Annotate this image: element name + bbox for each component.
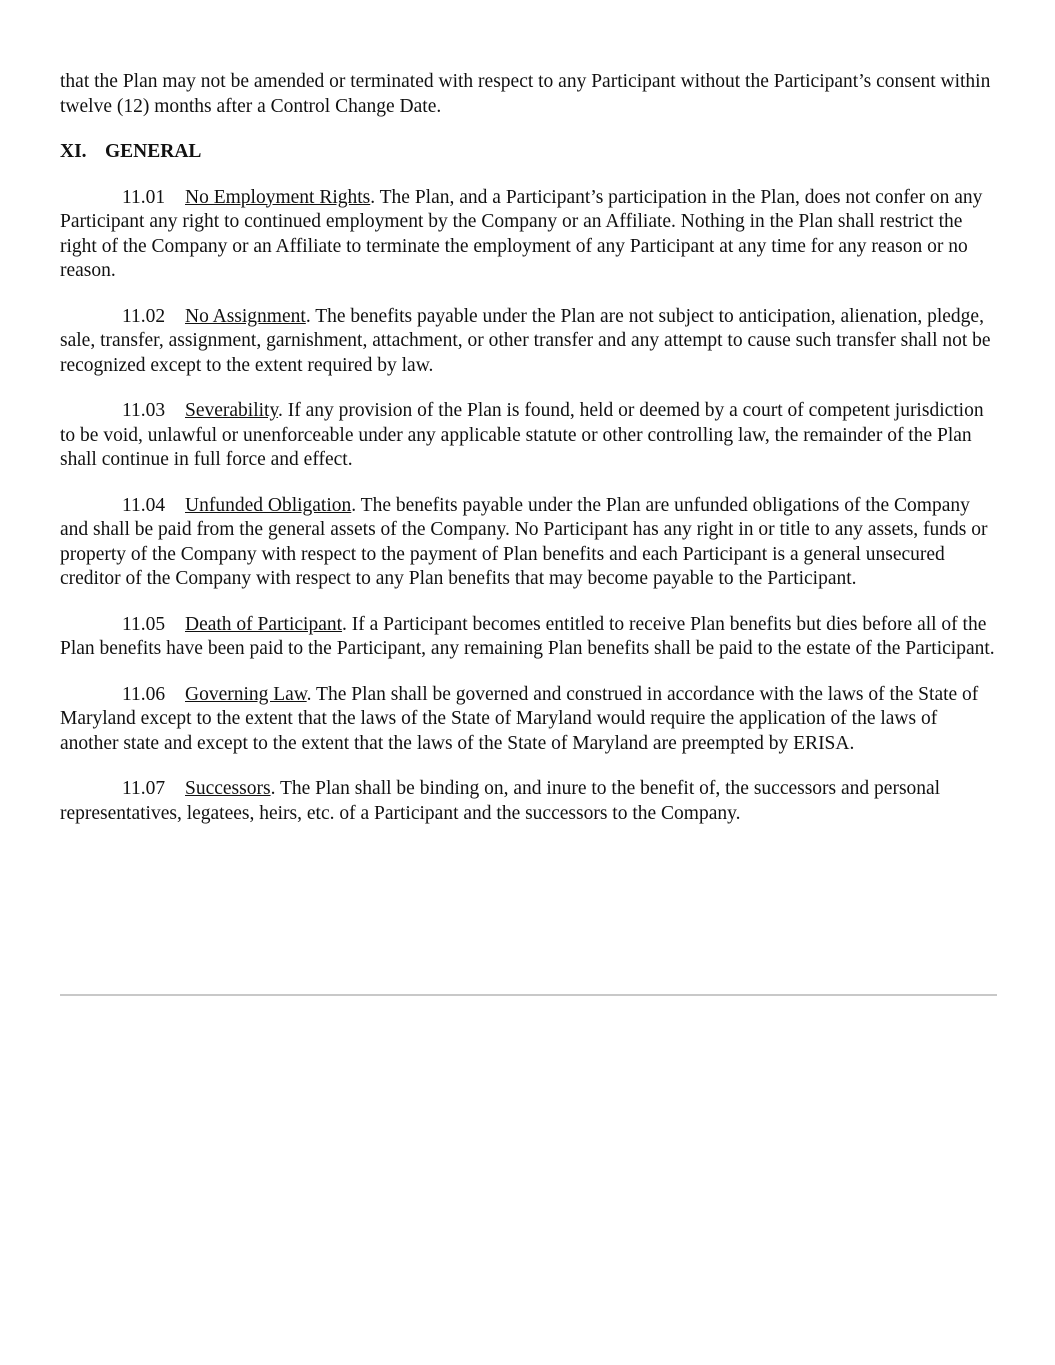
paragraph-body: . The Plan shall be binding on, and inure to the benefit of, the successors and personal representatives, legatees, heirs, etc. of a Participant and the successors to the Company. xyxy=(60,778,941,824)
paragraph-number: 11.06 xyxy=(122,683,166,705)
paragraph-title: Unfunded Obligation xyxy=(185,494,352,516)
paragraph-body: . If any provision of the Plan is found, held or deemed by a court of competent jurisdiction to be void, unlawful or unenforceable under any applicable statute or other controlling law, the remainder of the Plan shall continue in full force and effect. xyxy=(60,400,984,470)
paragraph-title: Death of Participant xyxy=(185,613,343,635)
paragraph-title: Severability xyxy=(185,400,278,421)
paragraph-11-03 xyxy=(60,399,1000,473)
paragraph-11-05 xyxy=(60,613,1000,662)
document-page xyxy=(60,70,1000,847)
paragraph-body: . The Plan, and a Participant’s participation in the Plan, does not confer on any Participant any right to continued employment by the Company or an Affiliate. Nothing in the Plan shall restrict the right of the Company or an Affiliate to terminate the employment of any Participant at any time for any reason or no reason. xyxy=(60,186,983,281)
paragraph-number: 11.07 xyxy=(122,778,166,799)
paragraph-11-02 xyxy=(60,305,1000,379)
paragraph-title: Governing Law xyxy=(185,683,307,705)
paragraph-number: 11.02 xyxy=(122,305,166,327)
page-divider xyxy=(60,994,997,996)
paragraph-number: 11.04 xyxy=(122,494,166,516)
paragraph-number: 11.05 xyxy=(122,613,166,635)
paragraph-11-06 xyxy=(60,683,1000,757)
paragraph-body: . The benefits payable under the Plan are unfunded obligations of the Company and shall be paid from the general assets of the Company. No Participant has any right in or title to any assets, funds or property of the Company with respect to the payment of Plan benefits and each Participant is a general unsecured creditor of the Company with respect to any Plan benefits that may become payable to the Participant. xyxy=(60,494,988,589)
paragraph-11-07 xyxy=(60,777,1000,826)
paragraph-body: . If a Participant becomes entitled to receive Plan benefits but dies before all of the Plan benefits have been paid to the Participant, any remaining Plan benefits shall be paid to the estate of the Participant. xyxy=(60,613,995,659)
section-heading xyxy=(60,140,1000,165)
paragraph-title: Successors xyxy=(185,778,271,799)
intro-paragraph: that the Plan may not be amended or terminated with respect to any Participant without the Participant’s consent within twelve (12) months after a Control Change Date. xyxy=(60,71,991,117)
paragraph-number: 11.03 xyxy=(122,400,166,421)
paragraph-11-04 xyxy=(60,494,1000,592)
paragraph-body: . The benefits payable under the Plan are not subject to anticipation, alienation, pledge, sale, transfer, assignment, garnishment, attachment, or other transfer and any attempt to cause such transfer shall not be recognized except to the extent required by law. xyxy=(60,305,991,376)
paragraph-title: No Assignment xyxy=(185,305,306,327)
paragraph-number: 11.01 xyxy=(122,186,166,208)
paragraph-11-01 xyxy=(60,186,1000,284)
paragraph-body: . The Plan shall be governed and construed in accordance with the laws of the State of Maryland except to the extent that the laws of the State of Maryland would require the application of the laws of another state and except to the extent that the laws of the State of Maryland are preempted by ERISA. xyxy=(60,683,979,754)
paragraph-title: No Employment Rights xyxy=(185,186,371,208)
section-heading-title: GENERAL xyxy=(105,141,202,162)
section-heading-number: XI. xyxy=(60,141,87,162)
